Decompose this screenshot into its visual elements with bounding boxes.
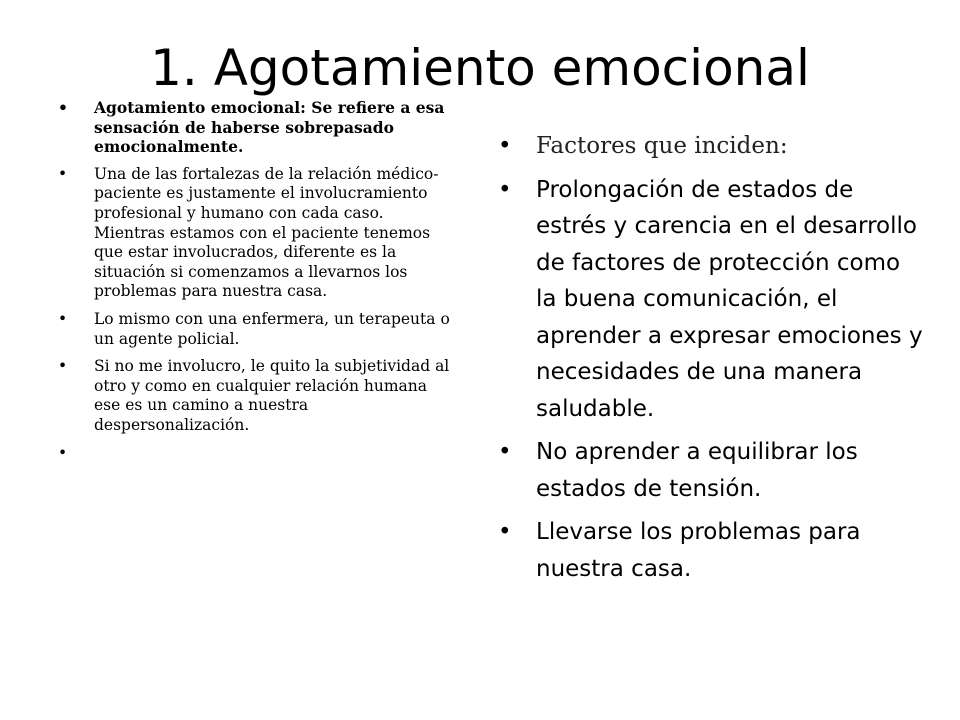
list-item-text: Lo mismo con una enfermera, un terapeuta o un agente policial.	[94, 309, 450, 348]
bullet-icon: •	[498, 519, 512, 545]
bullet-icon: •	[58, 309, 68, 328]
list-item-text: Prolongación de estados de estrés y carencia en el desarrollo de factores de protección como la buena comunicación, el aprender a expresar emociones y necesidades de una manera saludable.	[536, 176, 923, 422]
bullet-icon: •	[58, 164, 68, 183]
list-item-text: Llevarse los problemas para nuestra casa.	[536, 519, 861, 582]
list-item	[58, 165, 458, 302]
list-item-text: Una de las fortalezas de la relación médico-paciente es justamente el involucramiento profesional y humano con cada caso. Mientras estamos con el paciente tenemos que estar involucrados, diferente es la situación si comenzamos a llevarnos los problemas para nuestra casa.	[94, 164, 439, 301]
list-item-text: Factores que inciden:	[536, 133, 788, 159]
list-item-text: Si no me involucro, le quito la subjetividad al otro y como en cualquier relación humana ese es un camino a nuestra despersonalización.	[94, 357, 450, 434]
list-item	[494, 514, 924, 587]
left-bullet-list	[58, 98, 458, 463]
slide-title: 1. Agotamiento emocional	[150, 39, 810, 97]
list-item	[58, 444, 458, 463]
bullet-icon: •	[498, 176, 512, 203]
list-item	[494, 172, 924, 428]
list-item	[58, 310, 458, 349]
list-item	[58, 357, 458, 435]
list-item-text: No aprender a equilibrar los estados de tensión.	[536, 439, 858, 502]
bullet-icon: •	[58, 443, 68, 462]
list-item	[494, 128, 924, 165]
list-item	[58, 98, 458, 157]
bullet-icon: •	[498, 133, 512, 159]
list-item-text: Agotamiento emocional: Se refiere a esa sensación de haberse sobrepasado emocionalmente.	[94, 98, 445, 157]
bullet-icon: •	[498, 439, 512, 465]
bullet-icon: •	[58, 357, 68, 376]
right-bullet-list	[494, 128, 924, 587]
list-item	[494, 434, 924, 507]
bullet-icon: •	[58, 98, 68, 117]
